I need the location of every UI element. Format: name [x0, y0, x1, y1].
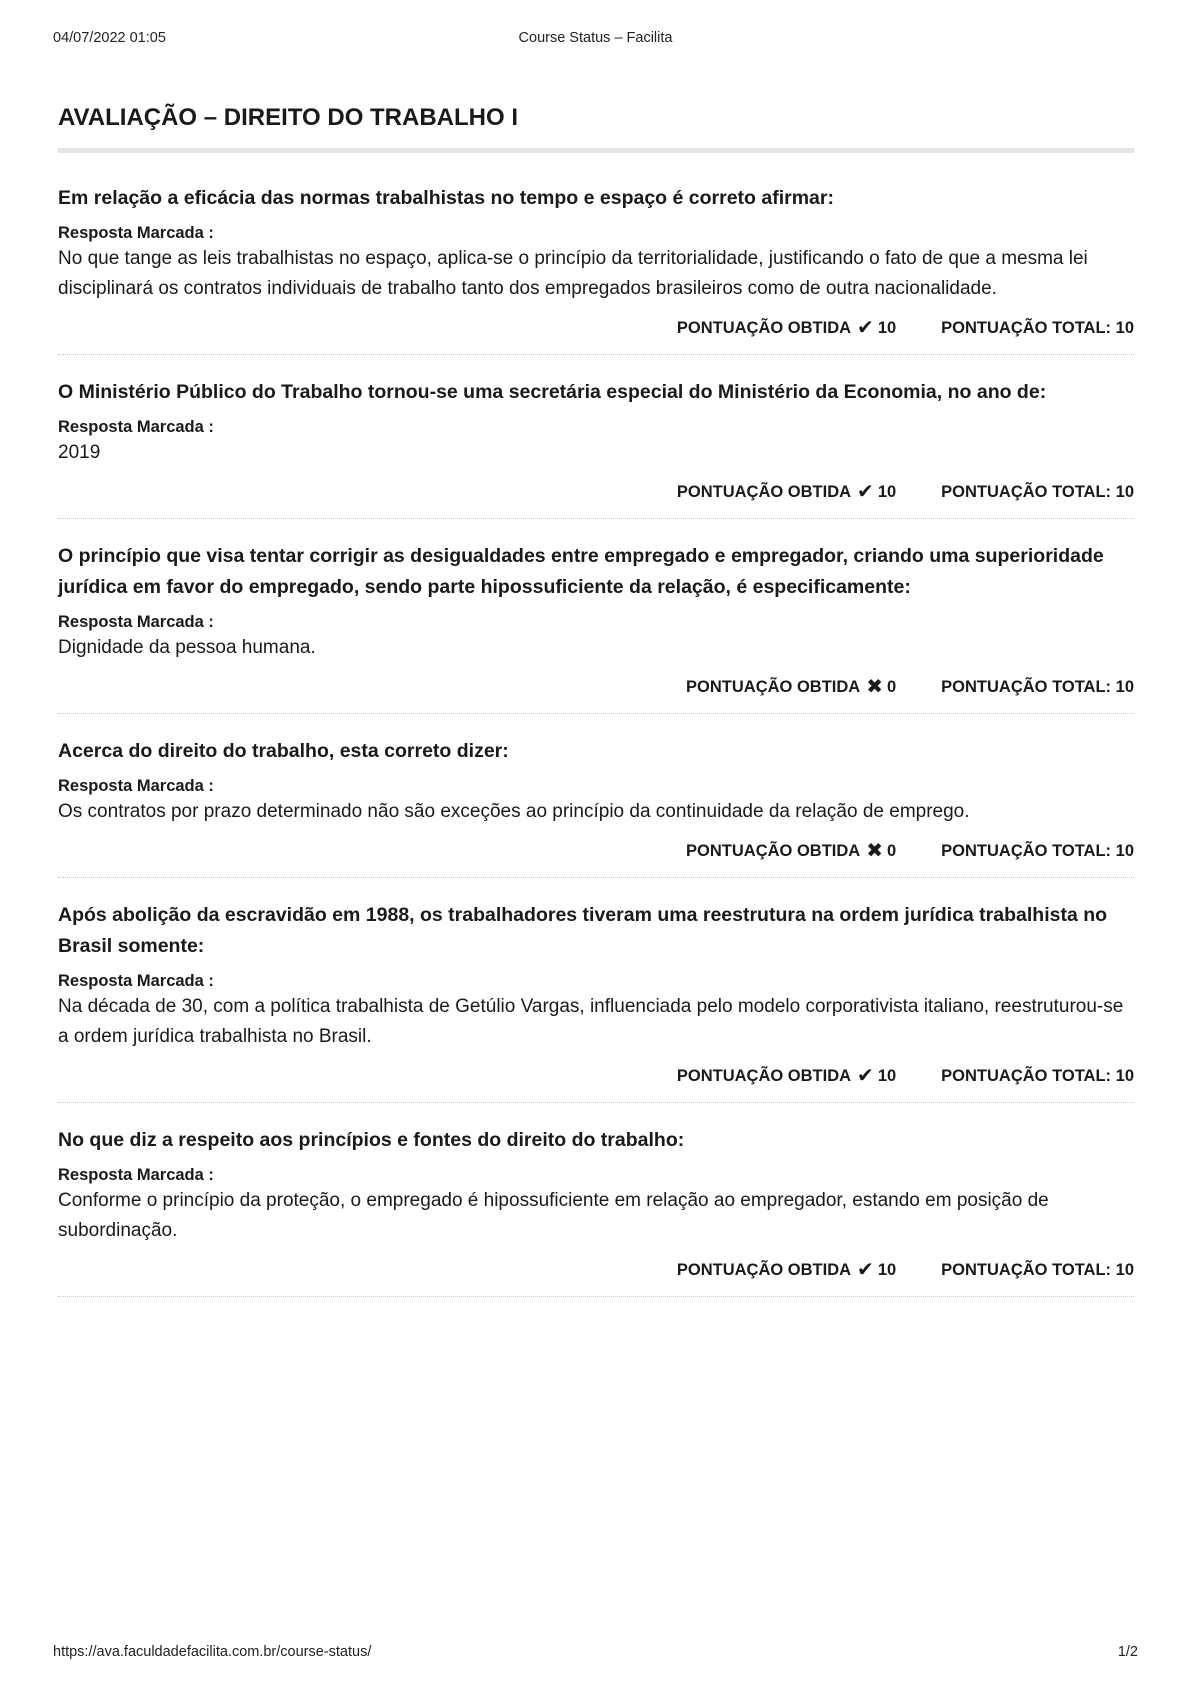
answer-label: Resposta Marcada :: [58, 224, 214, 242]
question-text: O princípio que visa tentar corrigir as desigualdades entre empregado e empregador, criando uma superioridade jurídica em favor do empregado, sendo parte hipossuficiente da relação, é especificamente:: [58, 545, 1104, 598]
question-item: [58, 183, 1134, 355]
page-url-link[interactable]: https://ava.faculdadefacilita.com.br/course-status/: [53, 1644, 372, 1660]
score-row: [58, 316, 1134, 340]
score-obtained: [686, 675, 896, 699]
score-total-label: PONTUAÇÃO TOTAL:: [941, 842, 1112, 860]
question-text: No que diz a respeito aos princípios e fontes do direito do trabalho:: [58, 1129, 685, 1151]
print-document-title: Course Status – Facilita: [518, 30, 673, 46]
score-obtained-label: PONTUAÇÃO OBTIDA: [676, 319, 852, 337]
score-total-label: PONTUAÇÃO TOTAL:: [941, 1261, 1112, 1279]
score-total-value: 10: [1115, 319, 1134, 337]
score-obtained-label: PONTUAÇÃO OBTIDA: [686, 678, 861, 696]
question-text: Acerca do direito do trabalho, esta correto dizer:: [58, 740, 509, 762]
score-total-label: PONTUAÇÃO TOTAL:: [941, 678, 1112, 696]
score-total-value: 10: [1115, 1261, 1134, 1279]
score-obtained: [677, 480, 896, 504]
page-title: AVALIAÇÃO – DIREITO DO TRABALHO I: [58, 104, 519, 131]
check-icon: ✔: [857, 1259, 874, 1281]
score-obtained: [677, 316, 896, 340]
score-total: [941, 839, 1134, 863]
answer-label: Resposta Marcada :: [58, 972, 214, 990]
print-date: 04/07/2022 01:05: [53, 30, 166, 46]
cross-icon: ✖: [866, 676, 883, 698]
score-obtained: [677, 1064, 896, 1088]
question-list: [58, 183, 1134, 1319]
score-total-value: 10: [1115, 678, 1134, 696]
score-total-value: 10: [1115, 842, 1134, 860]
answer-label: Resposta Marcada :: [58, 1166, 214, 1184]
score-row: [58, 675, 1134, 699]
title-divider: [58, 148, 1134, 153]
question-item: [58, 377, 1134, 519]
score-total: [941, 480, 1134, 504]
answer-text: Os contratos por prazo determinado não são exceções ao princípio da continuidade da relação de emprego.: [58, 801, 970, 822]
question-item: [58, 541, 1134, 714]
score-obtained-label: PONTUAÇÃO OBTIDA: [676, 1261, 852, 1279]
check-icon: ✔: [857, 481, 874, 503]
answer-text: Dignidade da pessoa humana.: [58, 637, 316, 658]
score-obtained-value: 0: [886, 678, 897, 696]
check-icon: ✔: [857, 317, 874, 339]
check-icon: ✔: [857, 1065, 874, 1087]
answer-text: 2019: [58, 442, 101, 463]
page-number: 1/2: [1117, 1644, 1138, 1660]
print-footer: [53, 1644, 1138, 1664]
score-obtained: [686, 839, 896, 863]
score-obtained-value: 0: [886, 842, 897, 860]
question-item: [58, 1125, 1134, 1297]
cross-icon: ✖: [866, 840, 883, 862]
question-text: O Ministério Público do Trabalho tornou-se uma secretária especial do Ministério da Economia, no ano de:: [58, 381, 1047, 403]
answer-label: Resposta Marcada :: [58, 418, 214, 436]
answer-text: No que tange as leis trabalhistas no espaço, aplica-se o princípio da territorialidade, justificando o fato de que a mesma lei disciplinará os contratos individuais de trabalho tanto dos empregados brasileiros como de outra nacionalidade.: [58, 248, 1088, 299]
score-obtained-label: PONTUAÇÃO OBTIDA: [686, 842, 861, 860]
score-row: [58, 1258, 1134, 1282]
question-item: [58, 900, 1134, 1103]
score-obtained-label: PONTUAÇÃO OBTIDA: [676, 1067, 852, 1085]
print-header: [53, 30, 1138, 50]
question-item: [58, 736, 1134, 878]
answer-text: Na década de 30, com a política trabalhista de Getúlio Vargas, influenciada pelo modelo corporativista italiano, reestruturou-se a ordem jurídica trabalhista no Brasil.: [58, 996, 1124, 1047]
score-total: [941, 1258, 1134, 1282]
score-obtained-label: PONTUAÇÃO OBTIDA: [676, 483, 852, 501]
score-total-label: PONTUAÇÃO TOTAL:: [941, 1067, 1112, 1085]
score-obtained: [677, 1258, 896, 1282]
score-total: [941, 675, 1134, 699]
score-row: [58, 1064, 1134, 1088]
score-row: [58, 480, 1134, 504]
score-total-value: 10: [1115, 483, 1134, 501]
question-text: Após abolição da escravidão em 1988, os trabalhadores tiveram uma reestrutura na ordem jurídica trabalhista no Brasil somente:: [58, 904, 1108, 957]
answer-text: Conforme o princípio da proteção, o empregado é hipossuficiente em relação ao empregador, estando em posição de subordinação.: [58, 1190, 1049, 1241]
score-obtained-value: 10: [877, 319, 897, 337]
score-total-label: PONTUAÇÃO TOTAL:: [941, 319, 1112, 337]
question-text: Em relação a eficácia das normas trabalhistas no tempo e espaço é correto afirmar:: [58, 187, 834, 209]
score-total-label: PONTUAÇÃO TOTAL:: [941, 483, 1112, 501]
score-obtained-value: 10: [877, 483, 897, 501]
score-obtained-value: 10: [877, 1067, 897, 1085]
score-obtained-value: 10: [877, 1261, 897, 1279]
score-total: [941, 1064, 1134, 1088]
score-total: [941, 316, 1134, 340]
answer-label: Resposta Marcada :: [58, 613, 214, 631]
score-total-value: 10: [1115, 1067, 1134, 1085]
answer-label: Resposta Marcada :: [58, 777, 214, 795]
score-row: [58, 839, 1134, 863]
